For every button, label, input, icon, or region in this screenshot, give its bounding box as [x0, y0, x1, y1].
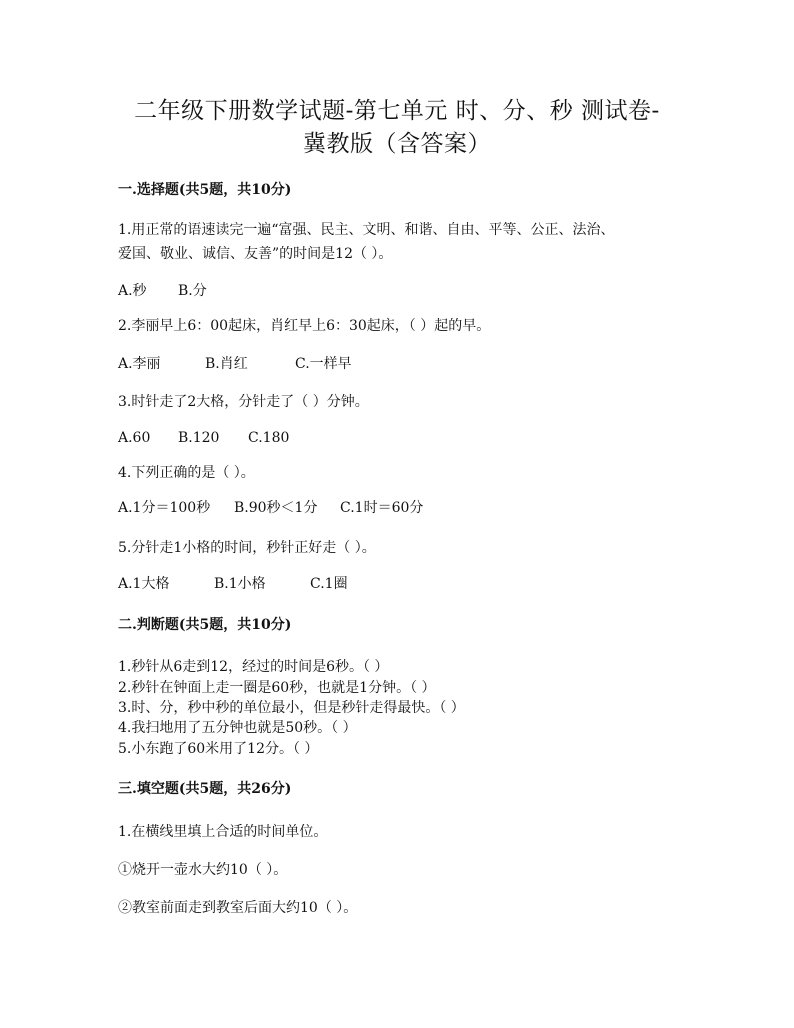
s1-q2-text: 2.李丽早上6：00起床，肖红早上6：30起床，（ ）起的早。 [118, 318, 491, 334]
s1-q5-options [118, 575, 348, 593]
s1-q4-text: 4.下列正确的是（ ）。 [118, 465, 255, 481]
s3-q1-text: 1.在横线里填上合适的时间单位。 [118, 824, 328, 840]
s1-q3-options [118, 429, 289, 447]
option-a: A.1大格 [118, 576, 170, 592]
s1-q1-line1: 1.用正常的语速读完一遍“富强、民主、文明、和谐、自由、平等、公正、法治、 [118, 222, 615, 238]
document-title-line2: 冀教版（含答案） [303, 131, 491, 157]
option-c: C.一样早 [295, 356, 352, 372]
s1-q1-options [118, 282, 207, 300]
option-b: B.1小格 [214, 576, 266, 592]
s3-q1-sub1: ①烧开一壶水大约10（ ）。 [118, 862, 288, 878]
s3-q1-sub2: ②教室前面走到教室后面大约10（ ）。 [118, 900, 358, 916]
option-b: B.90秒＜1分 [234, 500, 318, 516]
option-a: A.秒 [118, 283, 147, 299]
s1-q3-text: 3.时针走了2大格，分针走了（ ）分钟。 [118, 394, 369, 410]
option-a: A.李丽 [118, 356, 161, 372]
option-b: B.120 [178, 430, 220, 446]
section2-heading: 二.判断题(共5题，共10分) [118, 617, 292, 633]
s2-item-5: 5.小东跑了60米用了12分。（ ） [118, 741, 319, 757]
section1-heading: 一.选择题(共5题，共10分) [118, 182, 292, 198]
s1-q2-options [118, 355, 352, 373]
s2-item-1: 1.秒针从6走到12，经过的时间是6秒。（ ） [118, 659, 389, 675]
s1-q1-line2: 爱国、敬业、诚信、友善”的时间是12（ ）。 [118, 246, 393, 262]
s1-q4-options [118, 499, 423, 517]
option-b: B.肖红 [205, 356, 248, 372]
s2-item-2: 2.秒针在钟面上走一圈是60秒，也就是1分钟。（ ） [118, 680, 436, 696]
s1-q5-text: 5.分针走1小格的时间，秒针正好走（ ）。 [118, 540, 376, 556]
option-c: C.180 [248, 430, 290, 446]
option-c: C.1圈 [310, 576, 348, 592]
section3-heading: 三.填空题(共5题，共26分) [118, 781, 292, 797]
option-a: A.1分＝100秒 [118, 500, 211, 516]
s2-item-4: 4.我扫地用了五分钟也就是50秒。（ ） [118, 720, 357, 736]
s2-item-3: 3.时、分，秒中秒的单位最小，但是秒针走得最快。（ ） [118, 700, 465, 716]
option-b: B.分 [178, 283, 207, 299]
option-c: C.1时＝60分 [340, 500, 424, 516]
document-title-line1: 二年级下册数学试题-第七单元 时、分、秒 测试卷- [134, 98, 660, 124]
option-a: A.60 [118, 430, 151, 446]
